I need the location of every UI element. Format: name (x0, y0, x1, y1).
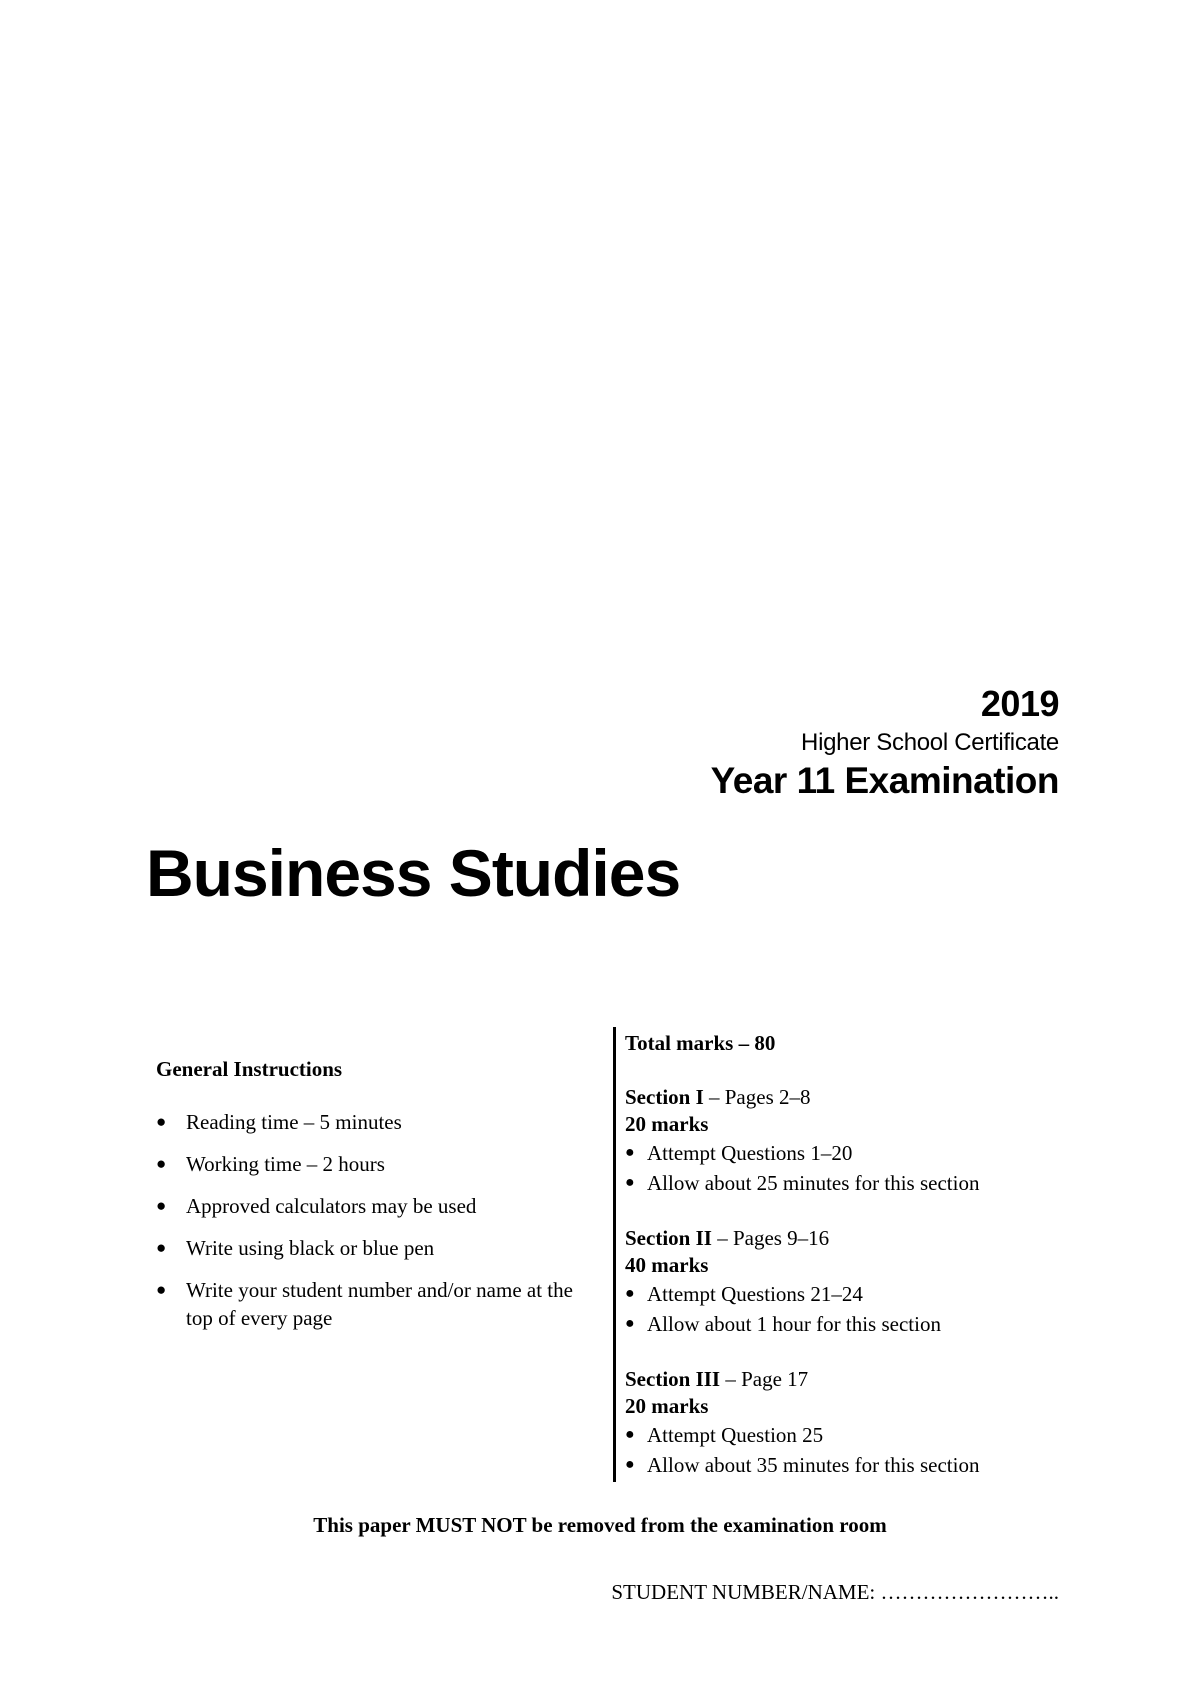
total-marks: Total marks – 80 (625, 1031, 776, 1055)
section-title (625, 1224, 1065, 1252)
bullet-icon: ● (156, 1238, 167, 1258)
certificate-name: Higher School Certificate (801, 729, 1059, 756)
bullet-icon: ● (625, 1174, 635, 1191)
column-divider (613, 1027, 616, 1482)
section-items (625, 1420, 1065, 1480)
general-instructions-heading: General Instructions (156, 1057, 343, 1081)
instruction-text: Write using black or blue pen (186, 1236, 435, 1261)
section-pages: – Pages 2–8 (703, 1085, 811, 1109)
bullet-icon: ● (156, 1196, 167, 1216)
section-name: Section III (625, 1367, 721, 1391)
instruction-text: Write your student number and/or name at the top of every page (186, 1278, 573, 1331)
student-number-name-field[interactable]: STUDENT NUMBER/NAME: …………………….. (611, 1580, 1059, 1604)
instruction-text: Reading time – 5 minutes (186, 1110, 402, 1135)
bullet-icon: ● (625, 1285, 635, 1302)
bullet-icon: ● (156, 1154, 167, 1174)
section-item (625, 1309, 1065, 1339)
section-title (625, 1365, 1065, 1393)
marks-summary (625, 1029, 1065, 1480)
section-item (625, 1279, 1065, 1309)
subject-title: Business Studies (146, 836, 681, 910)
instruction-item (156, 1192, 596, 1220)
removal-warning: This paper MUST NOT be removed from the examination room (313, 1513, 887, 1537)
exam-title: Year 11 Examination (710, 760, 1059, 801)
section-items (625, 1279, 1065, 1339)
instruction-item (156, 1276, 586, 1332)
section-items (625, 1138, 1065, 1198)
section-item-text: Attempt Questions 1–20 (647, 1141, 853, 1165)
instruction-item (156, 1234, 596, 1262)
section-3 (625, 1365, 1065, 1480)
instruction-item (156, 1108, 596, 1136)
bullet-icon: ● (625, 1315, 635, 1332)
section-marks: 40 marks (625, 1253, 709, 1277)
exam-year: 2019 (980, 683, 1059, 724)
bullet-icon: ● (156, 1112, 167, 1132)
section-marks: 20 marks (625, 1394, 709, 1418)
instruction-item (156, 1150, 596, 1178)
section-item (625, 1168, 1065, 1198)
section-name: Section I (625, 1085, 704, 1109)
bullet-icon: ● (625, 1426, 635, 1443)
instruction-text: Approved calculators may be used (186, 1194, 477, 1219)
section-marks: 20 marks (625, 1112, 709, 1136)
section-pages: – Page 17 (720, 1367, 809, 1391)
section-item (625, 1420, 1065, 1450)
section-item (625, 1450, 1065, 1480)
instructions-list (156, 1108, 596, 1332)
instruction-text: Working time – 2 hours (186, 1152, 385, 1177)
bullet-icon: ● (625, 1144, 635, 1161)
general-instructions (156, 1057, 596, 1346)
bullet-icon: ● (625, 1456, 635, 1473)
section-item-text: Allow about 35 minutes for this section (647, 1453, 980, 1477)
section-title (625, 1083, 1065, 1111)
section-name: Section II (625, 1226, 712, 1250)
section-pages: – Pages 9–16 (711, 1226, 830, 1250)
section-item-text: Attempt Questions 21–24 (647, 1282, 863, 1306)
bullet-icon: ● (156, 1280, 167, 1300)
section-item-text: Allow about 25 minutes for this section (647, 1171, 980, 1195)
section-2 (625, 1224, 1065, 1339)
section-item (625, 1138, 1065, 1168)
section-item-text: Allow about 1 hour for this section (647, 1312, 941, 1336)
section-1 (625, 1083, 1065, 1198)
section-item-text: Attempt Question 25 (647, 1423, 824, 1447)
